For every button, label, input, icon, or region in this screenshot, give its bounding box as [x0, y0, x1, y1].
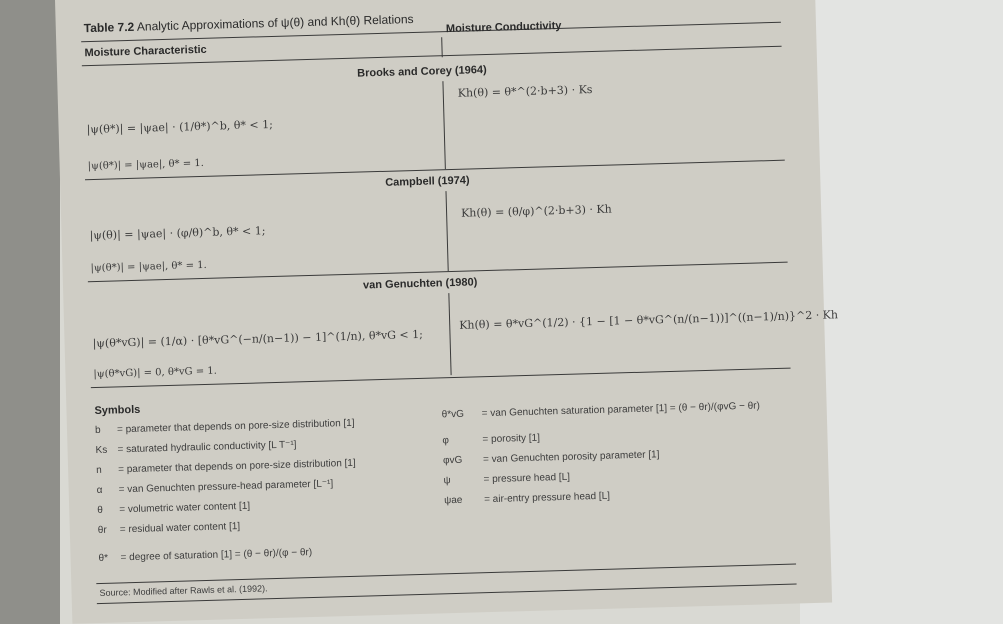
section-title-brooks-corey: Brooks and Corey (1964): [357, 63, 487, 80]
symbol-term: θr: [97, 524, 107, 537]
symbol-term: α: [96, 484, 103, 497]
symbol-definition: = degree of saturation [1] = (θ − θr)/(φ − θr): [120, 547, 313, 564]
conductivity-eq-campbell: Kh(θ) = (θ/φ)^(2·b+3) · Kh: [460, 202, 612, 220]
section-title-van-genuchten: van Genuchten (1980): [362, 276, 478, 292]
symbol-term: θ: [97, 504, 103, 517]
symbol-definition: = van Genuchten pressure-head parameter [L⁻¹]: [118, 478, 334, 496]
table-caption: [84, 12, 414, 35]
background-left: [0, 0, 60, 624]
symbol-term: b: [94, 424, 101, 437]
symbol-definition: = porosity [1]: [482, 432, 541, 446]
characteristic-eq1-campbell: |ψ(θ)| = |ψae| · (φ/θ)^b, θ* < 1;: [89, 224, 266, 243]
source-note: Source: Modified after Rawls et al. (1992).: [99, 583, 268, 598]
symbol-row-left: [95, 439, 296, 456]
symbol-definition: = van Genuchten porosity parameter [1]: [482, 449, 660, 466]
symbol-term: θ*vG: [441, 408, 465, 421]
symbol-term: φ: [442, 435, 450, 447]
symbol-row-left: [98, 521, 241, 536]
symbol-definition: = parameter that depends on pore-size distribution [1]: [116, 417, 355, 436]
symbol-row-left: [97, 501, 250, 516]
symbol-term: n: [96, 464, 102, 477]
symbol-row-right: [443, 449, 660, 466]
symbol-definition: = parameter that depends on pore-size distribution [1]: [117, 457, 356, 476]
divider-van-genuchten: [448, 293, 451, 375]
header-moisture-conductivity: Moisture Conductivity: [445, 19, 562, 36]
conductivity-eq-brooks-corey: Kh(θ) = θ*^(2·b+3) · Ks: [457, 83, 593, 100]
symbol-row-right: [442, 400, 760, 420]
section-title-campbell: Campbell (1974): [385, 174, 470, 189]
table-label: Table 7.2: [83, 19, 135, 36]
book-page: [55, 0, 839, 624]
symbol-row-right: [442, 433, 540, 447]
header-moisture-characteristic: Moisture Characteristic: [84, 43, 207, 60]
symbol-term: φvG: [442, 454, 463, 467]
characteristic-eq2-campbell: |ψ(θ*)| = |ψae|, θ* = 1.: [90, 259, 207, 275]
symbol-definition: = air-entry pressure head [L]: [483, 490, 611, 506]
characteristic-eq2-brooks-corey: |ψ(θ*)| = |ψae|, θ* = 1.: [87, 157, 205, 173]
divider-campbell: [445, 191, 448, 271]
symbol-term: ψ: [443, 475, 451, 487]
characteristic-eq1-brooks-corey: |ψ(θ*)| = |ψae| · (1/θ*)^b, θ* < 1;: [86, 117, 273, 137]
conductivity-eq-van-genuchten: Kh(θ) = θ*vG^(1/2) · {1 − [1 − θ*vG^(n/(n−1))]^((n−1)/n)}^2 · Kh: [459, 308, 839, 332]
rule-source: [96, 564, 796, 585]
divider-brooks-corey: [442, 81, 445, 169]
table-title: Analytic Approximations of ψ(θ) and Kh(θ) Relations: [136, 12, 414, 34]
symbol-definition: = saturated hydraulic conductivity [L T⁻¹]: [117, 439, 297, 456]
symbol-definition: = residual water content [1]: [119, 521, 241, 536]
symbol-term: θ*: [98, 552, 109, 564]
symbol-row-left: [98, 547, 312, 564]
symbol-term: Ks: [95, 444, 108, 457]
characteristic-eq1-van-genuchten: |ψ(θ*vG)| = (1/α) · [θ*vG^(−n/(n−1)) − 1]^(1/n), θ*vG < 1;: [92, 327, 424, 351]
symbol-row-left: [97, 478, 334, 496]
symbol-term: ψae: [443, 494, 463, 507]
symbols-heading: Symbols: [94, 403, 141, 418]
symbol-row-right: [443, 472, 570, 487]
characteristic-eq2-van-genuchten: |ψ(θ*vG)| = 0, θ*vG = 1.: [93, 365, 218, 381]
symbol-row-left: [95, 418, 355, 436]
symbol-row-left: [96, 458, 356, 476]
symbol-definition: = pressure head [L]: [483, 471, 571, 486]
symbol-row-right: [444, 491, 610, 507]
symbol-definition: = van Genuchten saturation parameter [1] = (θ − θr)/(φvG − θr): [481, 400, 761, 420]
symbol-definition: = volumetric water content [1]: [119, 500, 251, 516]
